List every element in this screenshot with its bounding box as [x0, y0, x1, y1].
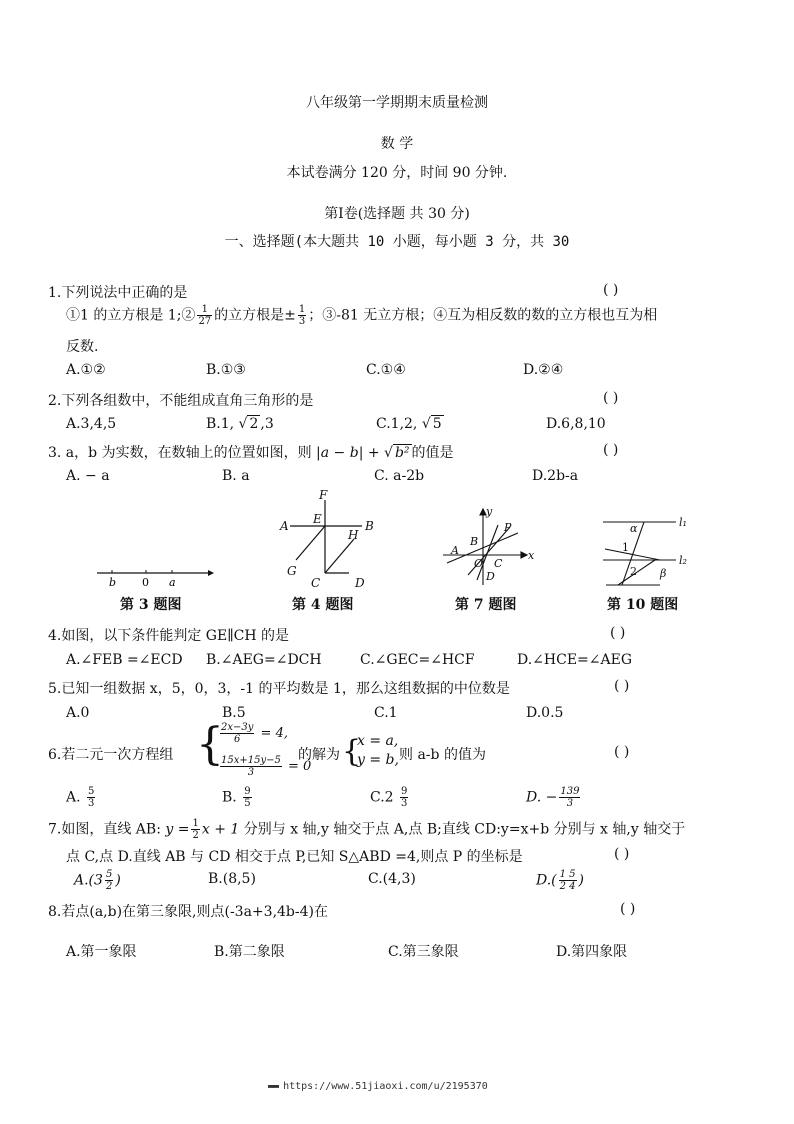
fig10-label-l1: l₁: [679, 516, 687, 529]
q8-option-c[interactable]: C.第三象限: [388, 944, 459, 960]
fig7-caption: 第 7 题图: [455, 597, 517, 613]
q6-option-a[interactable]: A. $\frac{5}{3}$: [66, 786, 95, 809]
fig4-caption: 第 4 题图: [292, 597, 354, 613]
fig4-label-h: H: [348, 528, 359, 542]
fig3-label-a: a: [169, 576, 176, 589]
q1-option-c[interactable]: C.①④: [366, 362, 406, 378]
fig7-label-x: x: [528, 549, 535, 562]
q1-option-b[interactable]: B.①③: [206, 362, 246, 378]
q4-stem: 4.如图，以下条件能判定 GE∥CH 的是: [48, 628, 290, 644]
q1-answer-bracket[interactable]: ( ): [603, 282, 619, 298]
fig7-label-d: D: [486, 570, 495, 583]
fig7-label-a: A: [451, 544, 459, 557]
fig4-label-e: E: [313, 512, 322, 526]
q5-stem: 5.已知一组数据 x，5，0，3，-1 的平均数是 1，那么这组数据的中位数是: [48, 681, 510, 697]
q4-option-b[interactable]: B.∠AEG=∠DCH: [206, 652, 322, 668]
q5-option-a[interactable]: A.0: [66, 705, 90, 721]
q6-answer-bracket[interactable]: ( ): [614, 744, 630, 760]
fig10-label-alpha: α: [630, 522, 638, 535]
q3-stem: 3. a，b 为实数，在数轴上的位置如图，则 |a − b| + √ b² 的值是: [48, 445, 454, 461]
fig10-label-1: 1: [622, 541, 629, 554]
q7-option-d[interactable]: D.( $\frac{1 5}{2 4}$ ): [536, 869, 585, 892]
fig4-label-b: B: [365, 519, 374, 533]
exam-title: 八年级第一学期期末质量检测: [306, 95, 488, 111]
q6-solution-2: y = b,: [357, 752, 399, 768]
q4-answer-bracket[interactable]: ( ): [610, 625, 626, 641]
fig4-label-a: A: [280, 519, 289, 533]
q1-statements-cont: 反数.: [66, 339, 99, 355]
q6-equation-1: $\frac{2x-3y}{6}$ = 4,: [221, 722, 288, 745]
q8-stem: 8.若点(a,b)在第三象限,则点(-3a+3,4b-4)在: [48, 904, 328, 920]
q8-option-d[interactable]: D.第四象限: [556, 944, 628, 960]
footer-watermark: ▬▬ https://www.51jiaoxi.com/u/2195370: [268, 1081, 488, 1092]
fig7-label-p: P: [504, 521, 512, 534]
q7-option-c[interactable]: C.(4,3): [368, 871, 416, 887]
q6-option-d[interactable]: D. − $\frac{139}{3}$: [526, 786, 580, 809]
fig10-label-beta: β: [660, 567, 667, 580]
q2-stem: 2.下列各组数中，不能组成直角三角形的是: [48, 393, 314, 409]
q6-stem: 6.若二元一次方程组: [48, 747, 174, 763]
q3-option-d[interactable]: D.2b-a: [532, 468, 579, 484]
fig7-diagram: [443, 505, 535, 585]
q8-option-a[interactable]: A.第一象限: [66, 944, 137, 960]
figures-svg: [0, 485, 794, 595]
q2-option-a[interactable]: A.3,4,5: [66, 416, 117, 432]
q1-option-a[interactable]: A.①②: [66, 362, 106, 378]
q6-option-b[interactable]: B. $\frac{9}{5}$: [222, 786, 251, 809]
fig7-label-y: y: [486, 505, 493, 518]
q6-mid-text: 的解为: [298, 747, 340, 763]
q1-option-d[interactable]: D.②④: [523, 362, 564, 378]
q4-option-d[interactable]: D.∠HCE=∠AEG: [517, 652, 633, 668]
q7-answer-bracket[interactable]: ( ): [614, 846, 630, 862]
part-title: 第Ⅰ卷(选择题 共 30 分): [324, 206, 470, 222]
q7-option-a[interactable]: A.(3 $\frac{5}{2}$ ): [74, 869, 121, 892]
q5-option-b[interactable]: B.5: [222, 705, 246, 721]
q6-solution-1: x = a,: [357, 733, 399, 749]
fig10-label-2: 2: [630, 565, 637, 578]
q8-answer-bracket[interactable]: ( ): [620, 901, 636, 917]
fig3-caption: 第 3 题图: [120, 597, 182, 613]
q4-option-c[interactable]: C.∠GEC=∠HCF: [360, 652, 475, 668]
fig4-label-f: F: [319, 488, 328, 502]
fig10-diagram: [603, 516, 687, 585]
exam-info: 本试卷满分 120 分，时间 90 分钟.: [286, 165, 508, 181]
q6-option-c[interactable]: C.2 $\frac{9}{3}$: [370, 786, 408, 809]
q7-option-b[interactable]: B.(8,5): [208, 871, 256, 887]
watermark-logo-icon: ▬▬: [268, 1081, 284, 1092]
fig4-label-c: C: [311, 576, 321, 590]
q3-option-c[interactable]: C. a-2b: [374, 468, 425, 484]
q4-option-a[interactable]: A.∠FEB =∠ECD: [66, 652, 183, 668]
fig3-label-0: 0: [142, 576, 149, 589]
fig10-caption: 第 10 题图: [607, 597, 679, 613]
section-title: 一、选择题(本大题共 10 小题，每小题 3 分，共 30: [224, 234, 570, 250]
q7-line-1: 7.如图，直线 AB: y = $\frac{1}{2}$ x + 1 分别与 x 轴,y 轴交于点 A,点 B;直线 CD:y=x+b 分别与 x 轴,y 轴交于: [48, 818, 686, 841]
q6-brace-left: {: [196, 719, 224, 770]
q6-equation-2: $\frac{15x+15y-5}{3}$ = 0: [221, 755, 312, 778]
fig4-label-d: D: [355, 576, 365, 590]
q3-option-b[interactable]: B. a: [222, 468, 250, 484]
fig4-label-g: G: [287, 564, 297, 578]
q5-option-c[interactable]: C.1: [374, 705, 398, 721]
subject-title: 数 学: [380, 136, 414, 152]
q3-answer-bracket[interactable]: ( ): [603, 442, 619, 458]
q7-line-2: 点 C,点 D.直线 AB 与 CD 相交于点 P,已知 S△ABD =4,则点 P 的坐标是: [66, 849, 523, 865]
q2-option-b[interactable]: B.1, √ 2 ,3: [206, 416, 274, 432]
fig7-label-o: O: [474, 557, 484, 570]
q8-option-b[interactable]: B.第二象限: [214, 944, 285, 960]
fig3-label-b: b: [109, 576, 117, 589]
fig7-label-c: C: [494, 557, 503, 570]
q2-answer-bracket[interactable]: ( ): [603, 390, 619, 406]
q6-stem-end: 则 a-b 的值为: [399, 747, 486, 763]
q1-statements: ①1 的立方根是 1;② $\frac{1}{27}$ 的立方根是± $\frac{1}{3}$ ；③-81 无立方根；④互为相反数的数的立方根也互为相: [66, 304, 658, 327]
q3-option-a[interactable]: A. − a: [66, 468, 110, 484]
fig3-number-line: [97, 570, 214, 589]
q2-option-c[interactable]: C.1,2, √ 5: [376, 416, 442, 432]
fig7-label-b: B: [470, 535, 479, 548]
fig4-diagram: [279, 488, 374, 590]
q5-answer-bracket[interactable]: ( ): [614, 678, 630, 694]
q5-option-d[interactable]: D.0.5: [526, 705, 564, 721]
fig10-label-l2: l₂: [679, 554, 687, 567]
q6-brace-right: {: [342, 734, 362, 769]
q2-option-d[interactable]: D.6,8,10: [546, 416, 606, 432]
q1-stem: 1.下列说法中正确的是: [48, 285, 188, 301]
